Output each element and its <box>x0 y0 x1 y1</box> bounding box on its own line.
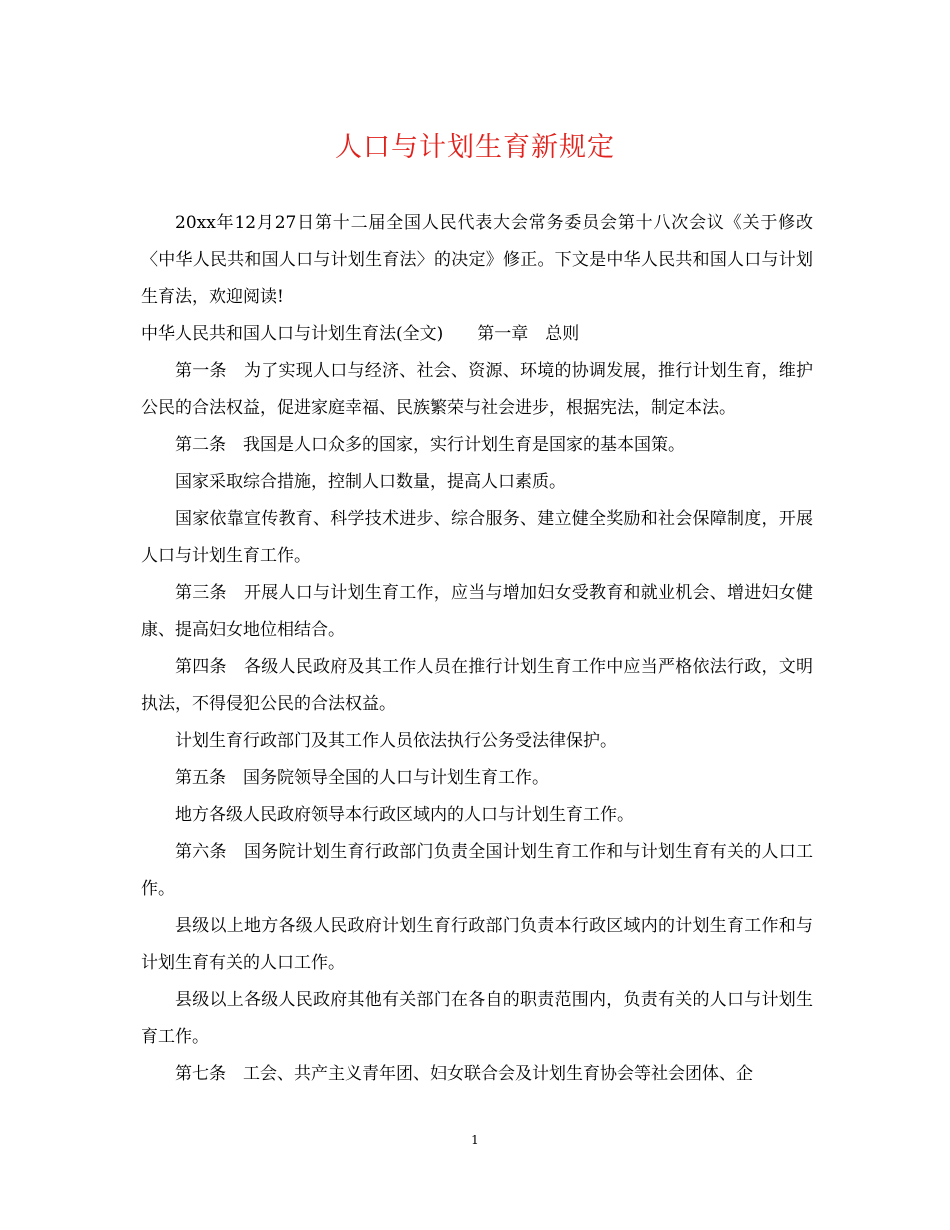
paragraph-chapter-heading: 中华人民共和国人口与计划生育法(全文) 第一章 总则 <box>141 324 580 344</box>
paragraph-article-4-clause-2: 计划生育行政部门及其工作人员依法执行公务受法律保护。 <box>175 731 617 751</box>
page-number: 1 <box>471 1133 479 1147</box>
paragraph-article-2-clause-3: 国家依靠宣传教育、科学技术进步、综合服务、建立健全奖励和社会保障制度，开展人口与计划生育工作。 <box>141 509 813 566</box>
paragraph-intro: 20xx年12月27日第十二届全国人民代表大会常务委员会第十八次会议《关于修改〈中华人民共和国人口与计划生育法〉的决定》修正。下文是中华人民共和国人口与计划生育法，欢迎阅读! <box>141 213 813 307</box>
paragraph-article-6: 第六条 国务院计划生育行政部门负责全国计划生育工作和与计划生育有关的人口工作。 <box>141 842 813 899</box>
paragraph-article-3: 第三条 开展人口与计划生育工作，应当与增加妇女受教育和就业机会、增进妇女健康、提高妇女地位相结合。 <box>141 583 813 640</box>
paragraph-article-7: 第七条 工会、共产主义青年团、妇女联合会及计划生育协会等社会团体、企 <box>175 1064 753 1084</box>
document-title: 人口与计划生育新规定 <box>335 132 615 163</box>
paragraph-article-6-clause-2: 县级以上地方各级人民政府计划生育行政部门负责本行政区域内的计划生育工作和与计划生育有关的人口工作。 <box>141 916 813 973</box>
paragraph-article-5-clause-2: 地方各级人民政府领导本行政区域内的人口与计划生育工作。 <box>175 805 634 825</box>
paragraph-article-2: 第二条 我国是人口众多的国家，实行计划生育是国家的基本国策。 <box>175 435 685 455</box>
paragraph-article-6-clause-3: 县级以上各级人民政府其他有关部门在各自的职责范围内，负责有关的人口与计划生育工作。 <box>141 990 813 1047</box>
paragraph-article-4: 第四条 各级人民政府及其工作人员在推行计划生育工作中应当严格依法行政，文明执法，不得侵犯公民的合法权益。 <box>141 657 813 714</box>
paragraph-article-5: 第五条 国务院领导全国的人口与计划生育工作。 <box>175 768 549 788</box>
paragraph-article-1: 第一条 为了实现人口与经济、社会、资源、环境的协调发展，推行计划生育，维护公民的合法权益，促进家庭幸福、民族繁荣与社会进步，根据宪法，制定本法。 <box>141 361 813 418</box>
document-body <box>141 205 813 1093</box>
paragraph-article-2-clause-2: 国家采取综合措施，控制人口数量，提高人口素质。 <box>175 472 566 492</box>
